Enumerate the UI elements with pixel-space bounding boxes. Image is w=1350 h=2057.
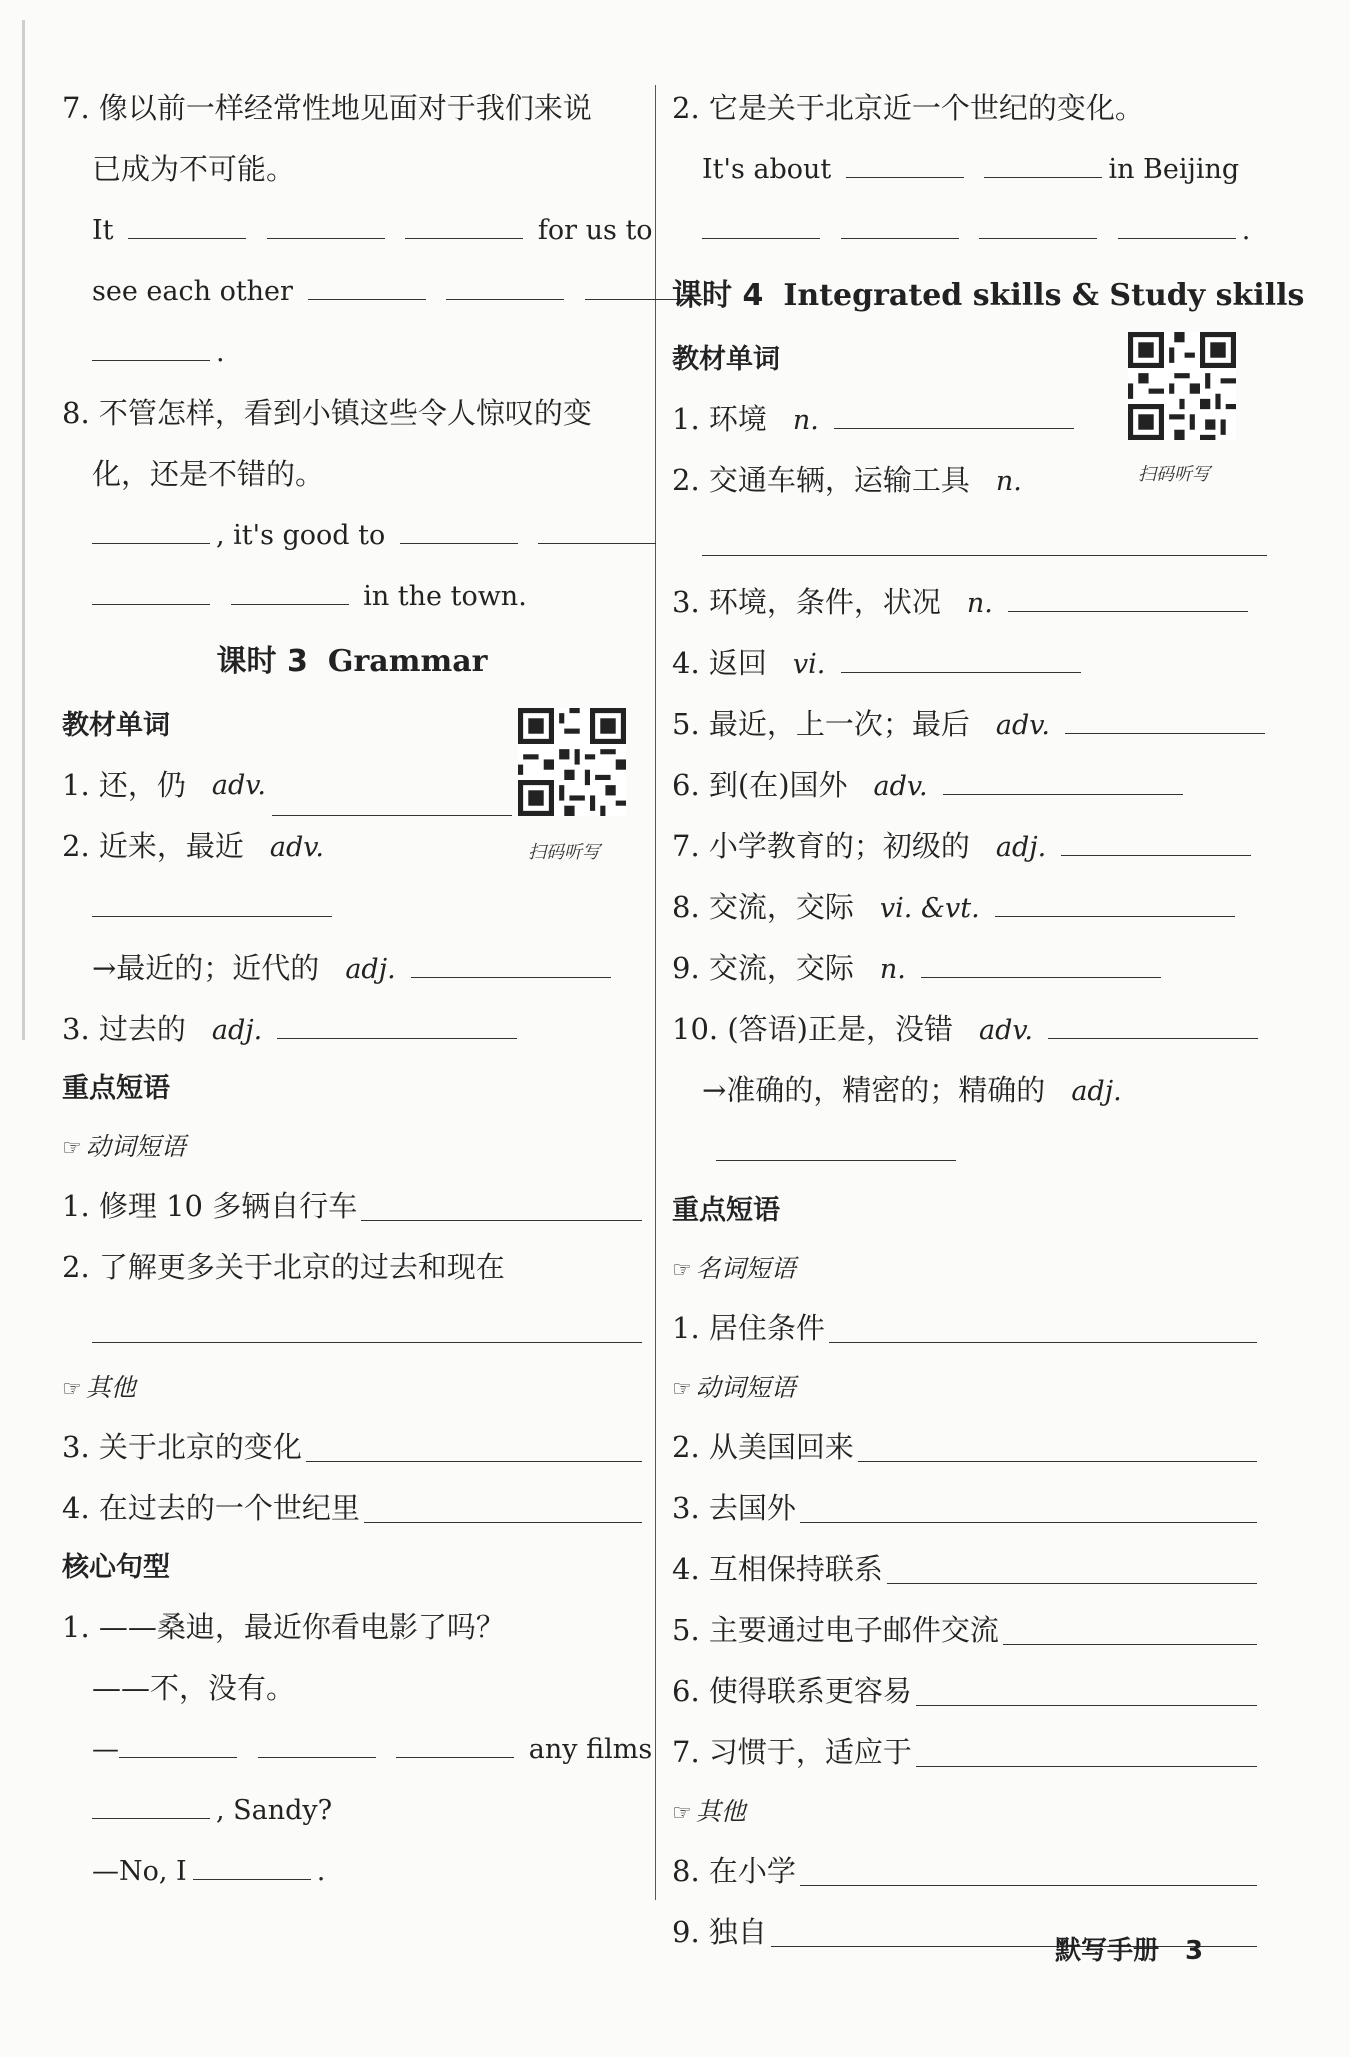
blank[interactable] xyxy=(361,1198,642,1221)
sentence-heading: 核心句型 xyxy=(62,1552,170,1583)
word-10b-answer xyxy=(672,1121,1257,1182)
blank[interactable] xyxy=(841,216,959,239)
blank[interactable] xyxy=(306,1439,642,1462)
word-3-cn: 3. 过去的 xyxy=(62,1012,186,1046)
word-5-cn: 5. 最近，上一次；最后 xyxy=(672,707,970,741)
blank[interactable] xyxy=(267,216,385,239)
noun-phrase-subheading xyxy=(672,1240,1257,1298)
blank[interactable] xyxy=(193,1857,311,1880)
word-4 xyxy=(672,633,1257,694)
word-8 xyxy=(672,877,1257,938)
vocab-heading: 教材单词 xyxy=(62,710,170,741)
q8-en-line2 xyxy=(62,566,642,627)
blank[interactable] xyxy=(834,406,1074,429)
pos: adj. xyxy=(345,954,396,985)
phrase-2: 2. 了解更多关于北京的过去和现在 xyxy=(62,1250,505,1284)
pos: adv. xyxy=(978,1015,1033,1046)
blank[interactable] xyxy=(702,555,1267,556)
phrase-8-cn: 8. 在小学 xyxy=(672,1854,796,1888)
phrase-4 xyxy=(672,1539,1257,1600)
word-5 xyxy=(672,694,1257,755)
word-2-cn: 2. 交通车辆，运输工具 xyxy=(672,463,970,497)
phrase-8 xyxy=(672,1841,1257,1902)
blank[interactable] xyxy=(92,521,210,544)
blank[interactable] xyxy=(829,1320,1257,1343)
pos: n. xyxy=(879,954,906,985)
blank[interactable] xyxy=(92,894,332,917)
phrase-3-cn: 3. 去国外 xyxy=(672,1491,796,1525)
word-8-cn: 8. 交流，交际 xyxy=(672,890,854,924)
blank[interactable] xyxy=(396,1735,514,1758)
phrase-heading: 重点短语 xyxy=(672,1195,780,1226)
word-7-cn: 7. 小学教育的；初级的 xyxy=(672,829,970,863)
pointing-hand-icon: ☞ xyxy=(672,1258,692,1283)
blank[interactable] xyxy=(800,1863,1257,1886)
phrase-6 xyxy=(672,1661,1257,1722)
phrase-4-cn: 4. 互相保持联系 xyxy=(672,1552,883,1586)
vocab-heading: 教材单词 xyxy=(672,344,780,375)
q7-en-line1 xyxy=(62,200,653,261)
verb-phrase-subheading xyxy=(672,1359,1257,1417)
phrase-3-cn: 3. 关于北京的变化 xyxy=(62,1430,302,1464)
blank[interactable] xyxy=(887,1561,1257,1584)
phrase-2-cn: 2. 从美国回来 xyxy=(672,1430,854,1464)
other-subheading xyxy=(672,1783,1257,1841)
column-divider xyxy=(655,85,656,1900)
pointing-hand-icon: ☞ xyxy=(62,1136,82,1161)
blank[interactable] xyxy=(1065,711,1265,734)
lesson4-name: Integrated skills & Study skills xyxy=(783,278,1305,313)
pos: adv. xyxy=(269,832,324,863)
q7-cn-line2: 已成为不可能。 xyxy=(92,152,296,186)
sandy: , Sandy? xyxy=(216,1795,333,1826)
blank[interactable] xyxy=(1003,1622,1257,1645)
q7-cn-line1: 7. 像以前一样经常性地见面对于我们来说 xyxy=(62,91,592,125)
lesson3-label: 课时 3 xyxy=(216,644,308,679)
sentence-2-en1 xyxy=(672,139,1257,200)
sentence-1-en2 xyxy=(62,1780,642,1841)
q8-en-line1 xyxy=(62,505,642,566)
its-about: It's about xyxy=(702,154,832,185)
blank[interactable] xyxy=(943,772,1183,795)
blank[interactable] xyxy=(846,155,964,178)
blank[interactable] xyxy=(979,216,1097,239)
blank[interactable] xyxy=(308,277,426,300)
pointing-hand-icon: ☞ xyxy=(62,1377,82,1402)
pos: adj. xyxy=(995,832,1047,863)
word-1-cn: 1. 还，仍 xyxy=(62,768,186,802)
phrase-1 xyxy=(62,1176,642,1237)
word-3 xyxy=(672,572,1257,633)
pointing-hand-icon: ☞ xyxy=(672,1801,692,1826)
phrase-9-cn: 9. 独自 xyxy=(672,1915,767,1949)
blank[interactable] xyxy=(231,582,349,605)
pos: vi. &vt. xyxy=(879,893,980,924)
pos: adj. xyxy=(1071,1076,1122,1107)
q7-for-us-to: for us to xyxy=(537,215,653,246)
phrase-7-cn: 7. 习惯于，适应于 xyxy=(672,1735,912,1769)
verb-phrase-subheading xyxy=(62,1118,642,1176)
pos: adv. xyxy=(211,770,266,801)
phrase-3 xyxy=(62,1417,642,1478)
sentence-1-cn1: 1. ——桑迪，最近你看电影了吗？ xyxy=(62,1610,505,1644)
blank[interactable] xyxy=(119,1735,237,1758)
blank[interactable] xyxy=(921,955,1161,978)
q8-good-to: , it's good to xyxy=(216,520,386,551)
lesson4-label: 课时 4 xyxy=(672,278,764,313)
blank[interactable] xyxy=(1048,1016,1258,1039)
word-1-cn: 1. 环境 xyxy=(672,402,767,436)
phrase-3 xyxy=(672,1478,1257,1539)
word-6 xyxy=(672,755,1257,816)
pos: adv. xyxy=(995,710,1050,741)
pos: n. xyxy=(792,405,819,436)
lesson3-name: Grammar xyxy=(327,644,488,679)
blank[interactable] xyxy=(364,1500,642,1523)
phrase-2 xyxy=(672,1417,1257,1478)
qr-code-icon[interactable] xyxy=(518,708,626,816)
phrase-heading: 重点短语 xyxy=(62,1073,170,1104)
left-column xyxy=(62,78,653,1902)
blank[interactable] xyxy=(1061,833,1251,856)
word-2-answer xyxy=(672,511,1257,572)
blank[interactable] xyxy=(92,582,210,605)
blank[interactable] xyxy=(995,894,1235,917)
in-beijing: in Beijing xyxy=(1108,154,1240,185)
blank[interactable] xyxy=(858,1439,1257,1462)
noun-phrase-label: 名词短语 xyxy=(695,1254,796,1283)
phrase-2-answer xyxy=(62,1298,642,1359)
phrase-1-cn: 1. 修理 10 多辆自行车 xyxy=(62,1189,358,1223)
other-label: 其他 xyxy=(85,1373,136,1402)
sentence-2-en2 xyxy=(672,200,1257,261)
sentence-1-en3: —No, I . xyxy=(92,1856,326,1887)
any-films: any films xyxy=(528,1734,653,1765)
q7-en-line3: . xyxy=(62,322,642,383)
verb-phrase-label: 动词短语 xyxy=(85,1132,186,1161)
qr-code-icon[interactable] xyxy=(1128,332,1236,440)
blank[interactable] xyxy=(411,955,611,978)
q8-in-town: in the town. xyxy=(363,581,527,612)
blank[interactable] xyxy=(716,1138,956,1161)
blank[interactable] xyxy=(984,155,1102,178)
qr-code-graphic xyxy=(518,708,626,816)
blank[interactable] xyxy=(1118,216,1236,239)
lesson4-title xyxy=(672,261,1305,331)
word-6-cn: 6. 到(在)国外 xyxy=(672,768,848,802)
q7-see: see each other xyxy=(92,276,293,307)
lesson3-title xyxy=(62,627,642,697)
pos: adv. xyxy=(873,771,928,802)
page-number: 3 xyxy=(1185,1936,1204,1966)
word-10b xyxy=(672,1060,1257,1121)
binding-shadow xyxy=(22,20,25,1040)
phrase-4 xyxy=(62,1478,642,1539)
verb-phrase-label: 动词短语 xyxy=(695,1373,796,1402)
q8-cn-line2: 化，还是不错的。 xyxy=(92,457,325,491)
period: . xyxy=(1241,215,1251,246)
blank[interactable] xyxy=(400,521,518,544)
pos: adj. xyxy=(211,1015,263,1046)
word-10b-cn: →准确的，精密的；精确的 xyxy=(702,1073,1046,1107)
word-2-cn: 2. 近来，最近 xyxy=(62,829,244,863)
sentence-1-cn2: ——不，没有。 xyxy=(92,1671,296,1705)
qr-caption: 扫码听写 xyxy=(1138,464,1210,485)
blank[interactable] xyxy=(405,216,523,239)
word-9 xyxy=(672,938,1257,999)
no-i: —No, I xyxy=(92,1856,187,1887)
blank[interactable] xyxy=(92,338,210,361)
page-footer xyxy=(1055,1930,1203,1967)
phrase-5-cn: 5. 主要通过电子邮件交流 xyxy=(672,1613,999,1647)
qr-caption: 扫码听写 xyxy=(528,842,600,863)
blank[interactable] xyxy=(800,1500,1257,1523)
phrase-4-cn: 4. 在过去的一个世纪里 xyxy=(62,1491,360,1525)
blank[interactable] xyxy=(272,793,512,816)
phrase-7 xyxy=(672,1722,1257,1783)
blank[interactable] xyxy=(92,1796,210,1819)
pos: n. xyxy=(995,466,1022,497)
word-3-cn: 3. 环境，条件，状况 xyxy=(672,585,941,619)
pointing-hand-icon: ☞ xyxy=(672,1377,692,1402)
phrase-6-cn: 6. 使得联系更容易 xyxy=(672,1674,912,1708)
word-7 xyxy=(672,816,1257,877)
word-2-answer xyxy=(62,877,642,938)
phrase-5 xyxy=(672,1600,1257,1661)
blank[interactable] xyxy=(277,1016,517,1039)
pos: n. xyxy=(966,588,993,619)
other-subheading xyxy=(62,1359,642,1417)
pos: vi. xyxy=(792,649,826,680)
qr-code-graphic xyxy=(1128,332,1236,440)
phrase-1 xyxy=(672,1298,1257,1359)
phrase-1-cn: 1. 居住条件 xyxy=(672,1311,825,1345)
q8-cn-line1: 8. 不管怎样，看到小镇这些令人惊叹的变 xyxy=(62,396,592,430)
blank[interactable] xyxy=(128,216,246,239)
word-10-cn: 10. (答语)正是，没错 xyxy=(672,1012,953,1046)
blank[interactable] xyxy=(258,1735,376,1758)
word-2b xyxy=(62,938,642,999)
q7-it: It xyxy=(92,215,114,246)
word-4-cn: 4. 返回 xyxy=(672,646,767,680)
blank[interactable] xyxy=(446,277,564,300)
other-label: 其他 xyxy=(695,1797,746,1826)
blank[interactable] xyxy=(538,521,656,544)
blank[interactable] xyxy=(92,1342,642,1343)
word-10 xyxy=(672,999,1257,1060)
blank[interactable] xyxy=(702,216,820,239)
blank[interactable] xyxy=(916,1683,1257,1706)
sentence-2-cn: 2. 它是关于北京近一个世纪的变化。 xyxy=(672,91,1144,125)
blank[interactable] xyxy=(841,650,1081,673)
blank[interactable] xyxy=(916,1744,1257,1767)
dash: — xyxy=(92,1734,119,1765)
blank[interactable] xyxy=(1008,589,1248,612)
word-3 xyxy=(62,999,642,1060)
word-9-cn: 9. 交流，交际 xyxy=(672,951,854,985)
word-2b-cn: →最近的；近代的 xyxy=(92,951,320,985)
book-title: 默写手册 xyxy=(1055,1936,1160,1966)
sentence-1-en1 xyxy=(62,1719,653,1780)
q7-en-line2 xyxy=(62,261,642,322)
